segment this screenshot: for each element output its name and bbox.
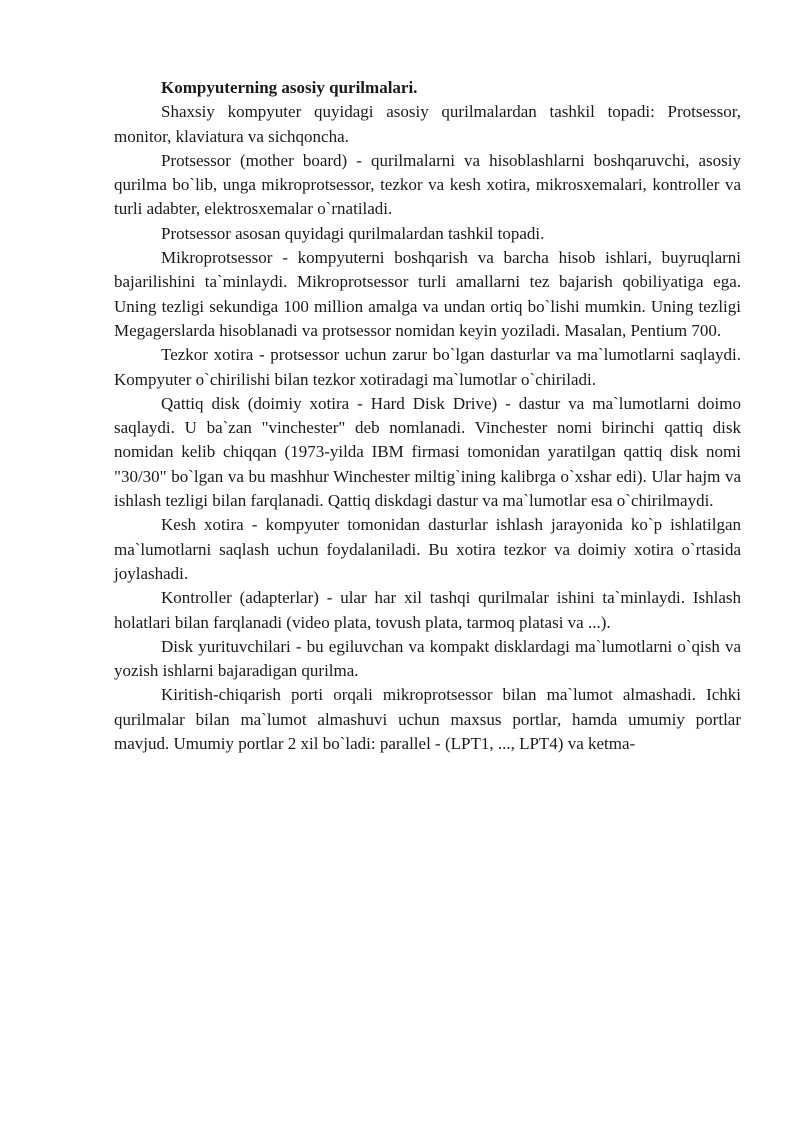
paragraph-kesh-xotira: Kesh xotira - kompyuter tomonidan dasturlar ishlash jarayonida ko`p ishlatilgan ma`lumotlarni saqlash uchun foydalaniladi. Bu xotira tezkor va doimiy xotira o`rtasida joylashadi. bbox=[114, 515, 741, 583]
paragraph-protsessor: Protsessor (mother board) - qurilmalarni va hisoblashlarni boshqaruvchi, asosiy qurilma bo`lib, unga mikroprotsessor, tezkor va kesh xotira, mikrosxemalari, kontroller va turli adabter, elektrosxemalar o`rnatiladi. bbox=[114, 150, 741, 219]
paragraph-tezkor-xotira: Tezkor xotira - protsessor uchun zarur bo`lgan dasturlar va ma`lumotlarni saqlaydi. Kompyuter o`chirilishi bilan tezkor xotiradagi ma`lumotlar o`chiriladi. bbox=[114, 345, 741, 389]
paragraph-disk-yurituvchilari: Disk yurituvchilari - bu egiluvchan va kompakt disklardagi ma`lumotlarni o`qish va yozish ishlarni bajaradigan qurilma. bbox=[114, 636, 741, 681]
paragraph-qattiq-disk: Qattiq disk (doimiy xotira - Hard Disk Drive) - dastur va ma`lumotlarni doimo saqlaydi. U ba`zan "vinchester" deb nomlanadi. Vinchester nomi birinchi qattiq disk nomidan kelib chiqqan (1973-yilda IBM firmasi tomonidan yaratilgan qattiq disk nomi "30/30" bo`lgan va bu mashhur Winchester miltig`ining kalibrga o`xshar edi). Ular hajm va ishlash tezligi bilan farqlanadi. Qattiq diskdagi dastur va ma`lumotlar esa o`chirilmaydi. bbox=[114, 393, 741, 511]
paragraph-portlar: Kiritish-chiqarish porti orqali mikroprotsessor bilan ma`lumot almashadi. Ichki qurilmalar bilan ma`lumot almashuvi uchun maxsus portlar, hamda umumiy portlar mavjud. Umumiy portlar 2 xil bo`ladi: parallel - (LPT1, ..., LPT4) va ketma- bbox=[114, 685, 741, 754]
paragraph-mikroprotsessor: Mikroprotsessor - kompyuterni boshqarish va barcha hisob ishlari, buyruqlarni bajarilishini ta`minlaydi. Mikroprotsessor turli amallarni tez bajarish qobiliyatiga ega. Uning tezligi sekundiga 100 million amalga va undan ortiq bo`lishi mumkin. Uning tezligi Megagerslarda hisoblanadi va protsessor nomidan keyin yoziladi. Masalan, Pentium 700. bbox=[114, 248, 741, 340]
paragraph-kontroller: Kontroller (adapterlar) - ular har xil tashqi qurilmalar ishini ta`minlaydi. Ishlash holatlari bilan farqlanadi (video plata, tovush plata, tarmoq platasi va ...). bbox=[114, 588, 741, 632]
paragraph-protsessor-components: Protsessor asosan quyidagi qurilmalardan tashkil topadi. bbox=[161, 223, 545, 243]
document-body bbox=[114, 76, 741, 756]
paragraph-intro: Shaxsiy kompyuter quyidagi asosiy qurilmalardan tashkil topadi: Protsessor, monitor, klaviatura va sichqoncha. bbox=[114, 102, 741, 146]
section-heading: Kompyuterning asosiy qurilmalari. bbox=[161, 78, 418, 97]
